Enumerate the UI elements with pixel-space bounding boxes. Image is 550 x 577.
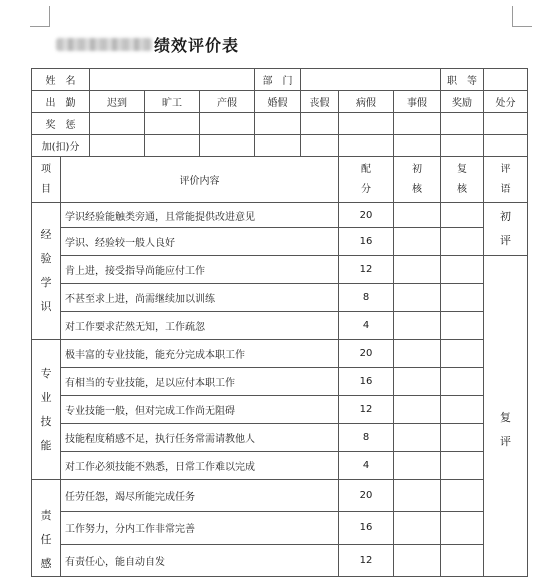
- criteria-row: [32, 424, 528, 452]
- criteria-score: 12: [339, 256, 394, 284]
- section-label-responsibility: 责 任 感: [32, 480, 61, 577]
- criteria-row: [32, 256, 528, 284]
- second-review-cell[interactable]: [441, 452, 484, 480]
- attendance-label: 出 勤: [32, 91, 90, 113]
- criteria-row: [32, 452, 528, 480]
- attendance-col-8: 处分: [484, 91, 528, 113]
- attendance-value[interactable]: [394, 113, 441, 135]
- criteria-row: [32, 228, 528, 256]
- initial-comment-label: 初 评: [484, 203, 528, 256]
- second-review-cell[interactable]: [441, 512, 484, 544]
- attendance-value[interactable]: [441, 113, 484, 135]
- criteria-row: [32, 312, 528, 340]
- initial-review-cell[interactable]: [394, 480, 441, 512]
- attendance-col-5: 病假: [339, 91, 394, 113]
- second-review-cell[interactable]: [441, 203, 484, 228]
- comment-header: 评 语: [484, 157, 528, 203]
- info-row: [32, 69, 528, 91]
- criteria-row: [32, 368, 528, 396]
- criteria-row: [32, 544, 528, 576]
- initial-review-cell[interactable]: [394, 452, 441, 480]
- bonus-value[interactable]: [145, 135, 200, 157]
- initial-review-cell[interactable]: [394, 228, 441, 256]
- title-block: [56, 32, 239, 56]
- redacted-company-name: [56, 38, 152, 51]
- dept-value[interactable]: [301, 69, 441, 91]
- bonus-value[interactable]: [339, 135, 394, 157]
- criteria-text: 有相当的专业技能，足以应付本职工作: [61, 368, 339, 396]
- section-label-skills: 专 业 技 能: [32, 340, 61, 480]
- attendance-value[interactable]: [145, 113, 200, 135]
- initial-review-cell[interactable]: [394, 340, 441, 368]
- crop-mark: [512, 26, 532, 27]
- attendance-value-row: [32, 113, 528, 135]
- crop-mark: [512, 6, 513, 26]
- bonus-value[interactable]: [200, 135, 255, 157]
- second-review-cell[interactable]: [441, 340, 484, 368]
- attendance-col-4: 丧假: [301, 91, 339, 113]
- criteria-score: 20: [339, 340, 394, 368]
- criteria-score: 20: [339, 480, 394, 512]
- crop-mark: [30, 26, 50, 27]
- attendance-value[interactable]: [484, 113, 528, 135]
- initial-review-header: 初 核: [394, 157, 441, 203]
- title-label: 职 等: [441, 69, 484, 91]
- criteria-text: 学识经验能触类旁通，且常能提供改进意见: [61, 203, 339, 228]
- attendance-value[interactable]: [339, 113, 394, 135]
- bonus-row: [32, 135, 528, 157]
- criteria-score: 20: [339, 203, 394, 228]
- criteria-text: 有责任心，能自动自发: [61, 544, 339, 576]
- criteria-row: [32, 203, 528, 228]
- criteria-text: 专业技能一般，但对完成工作尚无阻碍: [61, 396, 339, 424]
- bonus-value[interactable]: [301, 135, 339, 157]
- initial-review-cell[interactable]: [394, 424, 441, 452]
- initial-review-cell[interactable]: [394, 396, 441, 424]
- attendance-header-row: [32, 91, 528, 113]
- evaluation-table: [31, 68, 528, 577]
- criteria-row: [32, 480, 528, 512]
- initial-review-cell[interactable]: [394, 284, 441, 312]
- name-value[interactable]: [90, 69, 255, 91]
- initial-review-cell[interactable]: [394, 312, 441, 340]
- criteria-score: 8: [339, 284, 394, 312]
- second-review-cell[interactable]: [441, 368, 484, 396]
- page-title: 绩效评价表: [154, 35, 240, 55]
- second-review-cell[interactable]: [441, 544, 484, 576]
- criteria-text: 任劳任怨，竭尽所能完成任务: [61, 480, 339, 512]
- bonus-value[interactable]: [441, 135, 484, 157]
- criteria-score: 16: [339, 228, 394, 256]
- bonus-label: 加(扣)分: [32, 135, 90, 157]
- initial-review-cell[interactable]: [394, 512, 441, 544]
- second-review-cell[interactable]: [441, 424, 484, 452]
- bonus-value[interactable]: [394, 135, 441, 157]
- section-label-experience: 经 验 学 识: [32, 203, 61, 340]
- attendance-value[interactable]: [200, 113, 255, 135]
- attendance-value[interactable]: [255, 113, 301, 135]
- criteria-score: 16: [339, 512, 394, 544]
- criteria-row: [32, 340, 528, 368]
- bonus-value[interactable]: [255, 135, 301, 157]
- score-header: 配 分: [339, 157, 394, 203]
- second-review-cell[interactable]: [441, 284, 484, 312]
- attendance-value[interactable]: [301, 113, 339, 135]
- criteria-text: 不甚至求上进，尚需继续加以训练: [61, 284, 339, 312]
- content-header: 评价内容: [61, 157, 339, 203]
- criteria-text: 技能程度稍感不足，执行任务常需请教他人: [61, 424, 339, 452]
- attendance-col-7: 奖励: [441, 91, 484, 113]
- evaluation-header-row: [32, 157, 528, 203]
- second-review-cell[interactable]: [441, 312, 484, 340]
- criteria-row: [32, 512, 528, 544]
- attendance-value[interactable]: [90, 113, 145, 135]
- criteria-text: 对工作必须技能不熟悉，日常工作难以完成: [61, 452, 339, 480]
- second-comment-label: 复 评: [500, 411, 511, 448]
- initial-review-cell[interactable]: [394, 544, 441, 576]
- second-review-header: 复 核: [441, 157, 484, 203]
- criteria-score: 8: [339, 424, 394, 452]
- attendance-col-2: 产假: [200, 91, 255, 113]
- comment-area[interactable]: [484, 256, 528, 577]
- criteria-score: 12: [339, 396, 394, 424]
- rewards-label: 奖 惩: [32, 113, 90, 135]
- criteria-text: 学识、经验较一般人良好: [61, 228, 339, 256]
- dept-label: 部 门: [255, 69, 301, 91]
- criteria-text: 极丰富的专业技能，能充分完成本职工作: [61, 340, 339, 368]
- second-review-cell[interactable]: [441, 480, 484, 512]
- criteria-row: [32, 284, 528, 312]
- attendance-col-0: 迟到: [90, 91, 145, 113]
- initial-review-cell[interactable]: [394, 203, 441, 228]
- criteria-row: [32, 396, 528, 424]
- item-header: 项 目: [32, 157, 61, 203]
- second-review-cell[interactable]: [441, 256, 484, 284]
- criteria-text: 工作努力，分内工作非常完善: [61, 512, 339, 544]
- criteria-score: 4: [339, 312, 394, 340]
- initial-review-cell[interactable]: [394, 256, 441, 284]
- attendance-col-1: 旷工: [145, 91, 200, 113]
- criteria-text: 肯上进，接受指导尚能应付工作: [61, 256, 339, 284]
- criteria-score: 16: [339, 368, 394, 396]
- crop-mark: [49, 6, 50, 26]
- title-value[interactable]: [484, 69, 528, 91]
- criteria-score: 4: [339, 452, 394, 480]
- attendance-col-6: 事假: [394, 91, 441, 113]
- attendance-col-3: 婚假: [255, 91, 301, 113]
- second-review-cell[interactable]: [441, 396, 484, 424]
- initial-review-cell[interactable]: [394, 368, 441, 396]
- criteria-text: 对工作要求茫然无知，工作疏忽: [61, 312, 339, 340]
- criteria-score: 12: [339, 544, 394, 576]
- bonus-value[interactable]: [90, 135, 145, 157]
- second-review-cell[interactable]: [441, 228, 484, 256]
- name-label: 姓 名: [32, 69, 90, 91]
- bonus-value[interactable]: [484, 135, 528, 157]
